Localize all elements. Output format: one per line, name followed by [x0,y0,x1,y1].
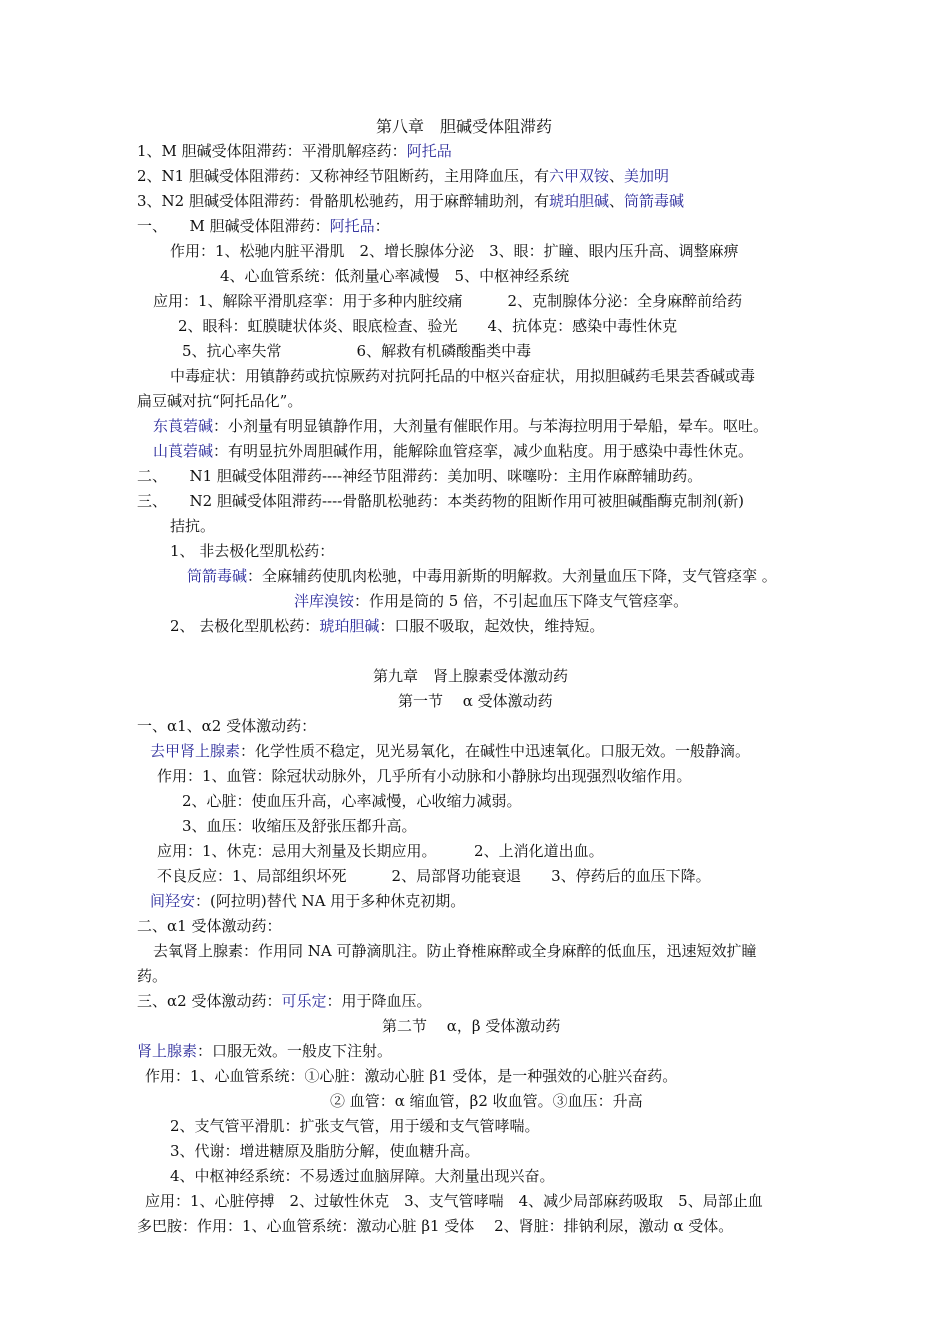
drug-name: 美加明 [624,167,670,185]
text-line: 泮库溴铵：作用是筒的 5 倍，不引起血压下降支气管痉挛。 [294,592,689,610]
text-line: 间羟安：(阿拉明)替代 NA 用于多种休克初期。 [150,892,466,910]
drug-name: 筒箭毒碱 [624,192,685,210]
section-heading: 二、α1 受体激动药： [137,917,282,935]
text-line: 多巴胺：作用：1、心血管系统：激动心脏 β1 受体 2、肾脏：排钠利尿，激动 α 受体。 [137,1217,734,1235]
drug-name: 六甲双铵 [548,167,609,185]
drug-name: 去甲肾上腺素 [150,742,241,760]
text-line: 肾上腺素：口服无效。一般皮下注射。 [137,1042,393,1060]
text-line: 3、血压：收缩压及舒张压都升高。 [182,817,417,835]
text-line: 不良反应：1、局部组织坏死 2、局部肾功能衰退 3、停药后的血压下降。 [157,867,711,885]
drug-name: 阿托品 [406,142,452,160]
text-line: 拮抗。 [170,517,216,535]
text-line: 山莨菪碱：有明显抗外周胆碱作用，能解除血管痉挛，减少血粘度。用于感染中毒性休克。 [153,442,754,460]
text-line: 4、中枢神经系统：不易透过血脑屏障。大剂量出现兴奋。 [170,1167,555,1185]
text-line: 应用：1、解除平滑肌痉挛：用于多种内脏绞痛 2、克制腺体分泌：全身麻醉前给药 [153,292,743,310]
text-line: 2、眼科：虹膜睫状体炎、眼底检查、验光 4、抗体克：感染中毒性休克 [178,317,678,335]
section-heading: 一、 M 胆碱受体阻滞药：阿托品： [137,217,390,235]
drug-name: 琥珀胆碱 [548,192,609,210]
drug-name: 筒箭毒碱 [187,567,248,585]
text-line: 应用：1、心脏停搏 2、过敏性休克 3、支气管哮喘 4、减少局部麻药吸取 5、局部止血 [145,1192,763,1210]
drug-name: 琥珀胆碱 [319,617,380,635]
text-line: 5、抗心率失常 6、解救有机磷酸酯类中毒 [182,342,532,360]
chapter-9-title: 第九章 肾上腺素受体激动药 [373,667,569,685]
text-line: 去氧肾上腺素：作用同 NA 可静滴肌注。防止脊椎麻醉或全身麻醉的低血压，迅速短效扩瞳 [153,942,757,960]
text-line: 4、心血管系统：低剂量心率减慢 5、中枢神经系统 [220,267,570,285]
text-line: 3、N2 胆碱受体阻滞药：骨骼肌松驰药，用于麻醉辅助剂，有琥珀胆碱、筒箭毒碱 [137,192,685,210]
text-line: 药。 [137,967,168,985]
text-line: 3、代谢：增进糖原及脂肪分解，使血糖升高。 [170,1142,480,1160]
text-line: 1、 非去极化型肌松药： [170,542,335,560]
text-line: 2、 去极化型肌松药：琥珀胆碱：口服不吸取，起效快，维持短。 [170,617,605,635]
chapter-8-title: 第八章 胆碱受体阻滞药 [376,117,553,136]
section-title: 第二节 α，β 受体激动药 [382,1017,561,1035]
section-heading: 三、α2 受体激动药：可乐定：用于降血压。 [137,992,432,1010]
text-line: 东莨菪碱：小剂量有明显镇静作用，大剂量有催眠作用。与苯海拉明用于晕船，晕车。呕吐。 [153,417,769,435]
text-line: 应用：1、休克：忌用大剂量及长期应用。 2、上消化道出血。 [157,842,604,860]
drug-name: 东莨菪碱 [153,417,214,435]
text-line: 2、心脏：使血压升高，心率减慢，心收缩力减弱。 [182,792,522,810]
drug-name: 山莨菪碱 [153,442,214,460]
text-line: 筒箭毒碱：全麻辅药使肌肉松驰，中毒用新斯的明解救。大剂量血压下降，支气管痉挛 。 [187,567,777,585]
text-line: 中毒症状：用镇静药或抗惊厥药对抗阿托品的中枢兴奋症状，用拟胆碱药毛果芸香碱或毒 [170,367,756,385]
drug-name: 可乐定 [281,992,327,1010]
text-line: 去甲肾上腺素：化学性质不稳定，见光易氧化，在碱性中迅速氧化。口服无效。一般静滴。 [150,742,751,760]
text-line: 作用：1、松驰内脏平滑肌 2、增长腺体分泌 3、眼：扩瞳、眼内压升高、调整麻痹 [170,242,739,260]
text-line: 1、M 胆碱受体阻滞药：平滑肌解痉药：阿托品 [137,142,452,160]
drug-name: 泮库溴铵 [294,592,355,610]
drug-name: 阿托品 [329,217,375,235]
section-heading: 二、 N1 胆碱受体阻滞药----神经节阻滞药：美加明、咪噻吩：主用作麻醉辅助药。 [137,467,703,485]
section-title: 第一节 α 受体激动药 [398,692,553,710]
drug-name: 肾上腺素 [137,1042,198,1060]
text-line: 作用：1、心血管系统：①心脏：激动心脏 β1 受体，是一种强效的心脏兴奋药。 [145,1067,678,1085]
section-heading: 一、α1、α2 受体激动药： [137,717,317,735]
text-line: 2、N1 胆碱受体阻滞药：又称神经节阻断药，主用降血压，有六甲双铵、美加明 [137,167,670,185]
text-line: 扁豆碱对抗“阿托品化”。 [137,392,303,410]
text-line: ② 血管：α 缩血管，β2 收血管。③血压：升高 [330,1092,643,1110]
text-line: 作用：1、血管：除冠状动脉外，几乎所有小动脉和小静脉均出现强烈收缩作用。 [157,767,692,785]
text-line: 2、支气管平滑肌：扩张支气管，用于缓和支气管哮喘。 [170,1117,540,1135]
drug-name: 间羟安 [150,892,196,910]
section-heading: 三、 N2 胆碱受体阻滞药----骨骼肌松驰药：本类药物的阻断作用可被胆碱酯酶克制剂(新) [137,492,744,510]
